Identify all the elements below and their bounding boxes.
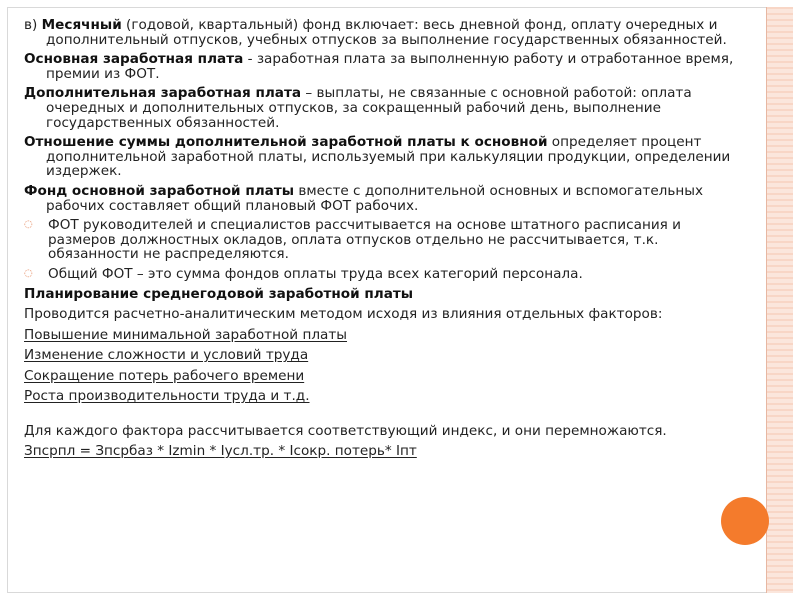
index-text: Для каждого фактора рассчитывается соответствующий индекс, и они перемножаются. [24, 422, 667, 439]
bullet-icon: ◌ [24, 267, 33, 279]
paragraph-basic-fund [24, 184, 744, 213]
bullet-text: ФОТ руководителей и специалистов рассчитывается на основе штатного расписания и размеров должностных окладов, оплата отпусков отдельно не рассчитывается, т.к. обязанности не распределяются. [48, 217, 681, 263]
bullet-icon: ◌ [24, 219, 33, 231]
paragraph-ratio [24, 135, 744, 179]
bullet-item [24, 218, 744, 262]
decorative-stripe-line [766, 7, 767, 593]
paragraph-text: вместе с дополнительной основных и вспомогательных рабочих составляет общий плановый ФОТ рабочих. [46, 182, 708, 214]
paragraph-basic-salary [24, 52, 744, 81]
paragraph-prefix: в) [24, 17, 42, 33]
factor-item: Сокращение потерь рабочего времени [24, 367, 305, 384]
term-additional-salary: Дополнительная заработная плата [24, 85, 302, 102]
decorative-stripe [767, 7, 793, 593]
term-monthly: Месячный [41, 17, 122, 33]
slide-content [24, 18, 744, 465]
accent-circle [721, 497, 769, 545]
term-basic-salary: Основная заработная плата [24, 51, 244, 68]
factor-item: Изменение сложности и условий труда [24, 347, 309, 363]
paragraph-text: – выплаты, не связанные с основной работой: оплата очередных и дополнительных отпусков, за сокращенный рабочий день, выполнение государственных обязанностей. [46, 85, 696, 131]
paragraph-monthly-fund [24, 18, 744, 47]
method-text: Проводится расчетно-аналитическим методом исходя из влияния отдельных факторов: [24, 306, 663, 322]
term-ratio: Отношение суммы дополнительной заработной платы к основной [24, 134, 548, 151]
paragraph-text: (годовой, квартальный) фонд включает: весь дневной фонд, оплату очередных и дополнительный отпусков, учебных отпусков за выполнение государственных обязанностей. [46, 17, 727, 48]
formula-text: Зпсрпл = Зпсрбаз * Іzmin * Іусл.тр. * Ісокр. потерь* Іпт [24, 443, 417, 459]
paragraph-text: - заработная плата за выполненную работу и отработанное время, премии из ФОТ. [46, 51, 738, 82]
paragraph-text: определяет процент дополнительной заработной платы, используемый при калькуляции продукции, определении издержек. [46, 134, 735, 180]
bullet-item [24, 267, 744, 282]
bullet-text: Общий ФОТ – это сумма фондов оплаты труда всех категорий персонала. [48, 265, 583, 282]
planning-heading: Планирование среднегодовой заработной платы [24, 285, 414, 302]
factor-item: Роста производительности труда и т.д. [24, 388, 310, 404]
term-basic-fund: Фонд основной заработной платы [24, 182, 295, 199]
spacer [24, 410, 744, 424]
paragraph-additional-salary [24, 86, 744, 130]
factor-item: Повышение минимальной заработной платы [24, 326, 348, 343]
